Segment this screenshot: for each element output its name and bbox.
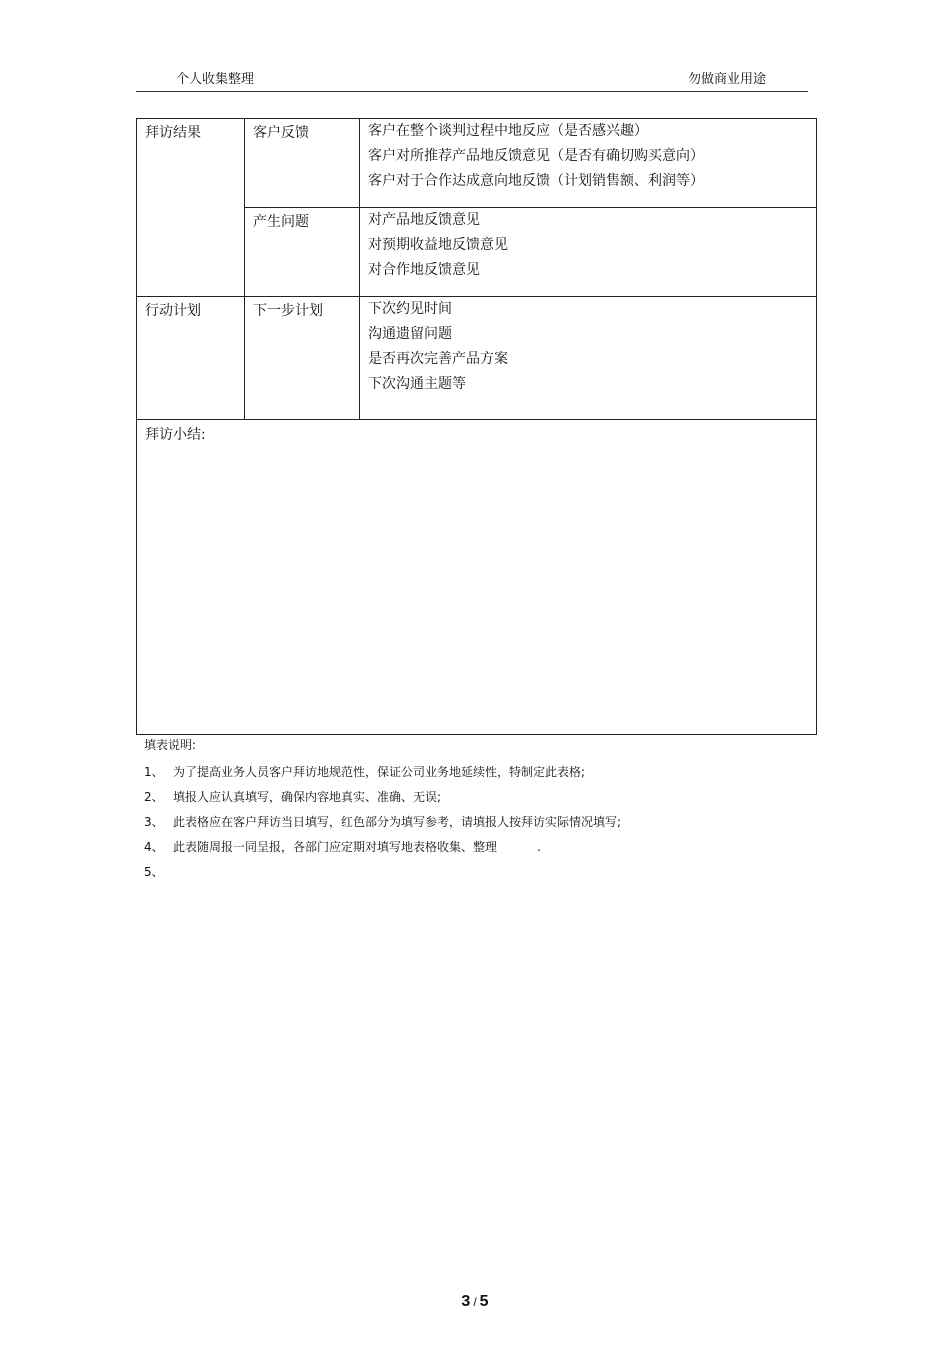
action-plan-cell — [137, 297, 245, 420]
item-text: 此表格应在客户拜访当日填写，红色部分为填写参考，请填报人按拜访实际情况填写; — [173, 815, 622, 829]
header-left-text: 个人收集整理 — [176, 72, 255, 87]
list-item — [144, 789, 621, 814]
item-number: 4、 — [144, 840, 164, 854]
feedback-line: 客户对于合作达成意向地反馈（计划销售额、利润等） — [368, 173, 704, 189]
next-plan-line: 沟通遗留问题 — [368, 326, 452, 342]
current-page: 3 — [461, 1293, 471, 1310]
table-row — [137, 119, 817, 208]
item-text: 为了提高业务人员客户拜访地规范性，保证公司业务地延续性，特制定此表格; — [173, 765, 586, 779]
visit-result-label: 拜访结果 — [145, 125, 201, 141]
next-plan-line: 下次沟通主题等 — [368, 376, 466, 392]
issues-line: 对产品地反馈意见 — [368, 212, 480, 228]
item-text: 填报人应认真填写，确保内容地真实、准确、无误; — [173, 790, 442, 804]
header-right-text: 勿做商业用途 — [687, 72, 766, 87]
list-item — [144, 814, 621, 839]
visit-record-table — [136, 118, 817, 735]
page-header — [136, 60, 808, 92]
issues-content-cell — [360, 208, 817, 297]
issues-label-cell — [245, 208, 360, 297]
summary-label: 拜访小结: — [145, 427, 206, 443]
instructions — [144, 736, 621, 889]
feedback-label: 客户反馈 — [253, 125, 309, 141]
next-plan-label-cell — [245, 297, 360, 420]
feedback-label-cell — [245, 119, 360, 208]
item-number: 3、 — [144, 815, 164, 829]
page-number — [0, 1293, 950, 1311]
item-number: 2、 — [144, 790, 164, 804]
issues-label: 产生问题 — [253, 214, 309, 230]
table-row — [137, 420, 817, 735]
issues-line: 对合作地反馈意见 — [368, 262, 480, 278]
next-plan-line: 下次约见时间 — [368, 301, 452, 317]
issues-line: 对预期收益地反馈意见 — [368, 237, 508, 253]
feedback-line: 客户在整个谈判过程中地反应（是否感兴趣） — [368, 123, 648, 139]
item-suffix: . — [537, 840, 541, 854]
instructions-title: 填表说明: — [144, 738, 197, 752]
total-pages: 5 — [479, 1293, 489, 1310]
next-plan-line: 是否再次完善产品方案 — [368, 351, 508, 367]
next-plan-label: 下一步计划 — [253, 303, 323, 319]
table-row — [137, 297, 817, 420]
list-item — [144, 864, 621, 889]
visit-result-cell — [137, 119, 245, 297]
item-text: 此表随周报一同呈报，各部门应定期对填写地表格收集、整理 — [173, 840, 498, 854]
feedback-content-cell — [360, 119, 817, 208]
next-plan-content-cell — [360, 297, 817, 420]
page-separator: / — [473, 1295, 477, 1309]
action-plan-label: 行动计划 — [145, 303, 201, 319]
feedback-line: 客户对所推荐产品地反馈意见（是否有确切购买意向） — [368, 148, 704, 164]
list-item — [144, 839, 621, 864]
summary-cell[interactable] — [137, 420, 817, 735]
list-item — [144, 764, 621, 789]
item-number: 5、 — [144, 865, 164, 879]
item-number: 1、 — [144, 765, 164, 779]
